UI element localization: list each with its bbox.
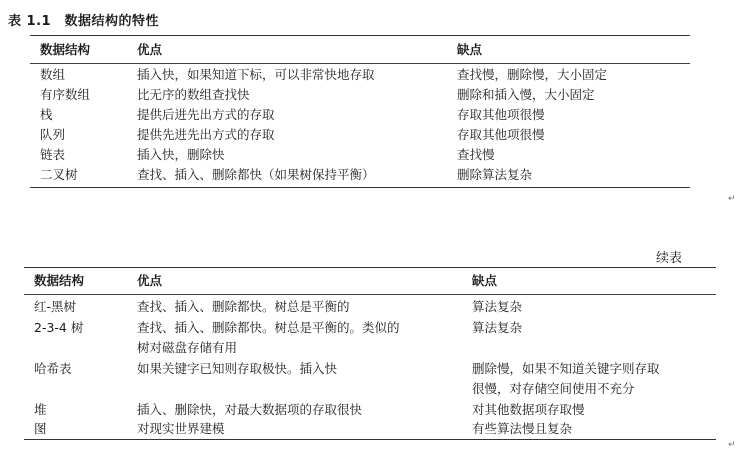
table1-cell-structure: 栈 — [40, 107, 53, 122]
table1-cell-cons: 查找慢 — [457, 147, 495, 162]
table1-top-rule — [30, 35, 690, 36]
table2-cell-structure: 堆 — [34, 402, 47, 417]
table2-cell-pros: 对现实世界建模 — [137, 421, 225, 436]
table1-cell-pros: 提供后进先出方式的存取 — [137, 107, 275, 122]
table1-cell-cons: 删除算法复杂 — [457, 167, 533, 182]
table1-header-pros: 优点 — [137, 42, 163, 57]
table1-cell-structure: 队列 — [40, 127, 66, 142]
paragraph-mark: ↵ — [728, 194, 736, 204]
table2-header-rule — [24, 294, 716, 295]
table1-cell-structure: 链表 — [40, 147, 66, 162]
table2-cell-cons-line: 删除慢，如果不知道关键字则存取 — [472, 361, 660, 376]
table2-cell-pros-line: 树对磁盘存储有用 — [137, 340, 238, 355]
table1-cell-cons: 存取其他项很慢 — [457, 107, 545, 122]
table1-bottom-rule — [30, 187, 690, 188]
table2-cell-pros: 如果关键字已知则存取极快。插入快 — [137, 361, 338, 376]
table2-cell-cons: 算法复杂 — [472, 320, 523, 335]
table2-cell-pros: 查找、插入、删除都快。树总是平衡的 — [137, 299, 350, 314]
paragraph-mark: ↵ — [728, 440, 736, 450]
table2-cell-structure: 图 — [34, 421, 47, 436]
table1-cell-structure: 数组 — [40, 67, 66, 82]
table1-cell-pros: 查找、插入、删除都快（如果树保持平衡） — [137, 167, 375, 182]
table2-cell-structure: 2-3-4 树 — [34, 320, 84, 335]
table1-cell-pros: 比无序的数组查找快 — [137, 87, 250, 102]
table-caption: 表 1.1 数据结构的特性 — [8, 14, 160, 29]
table1-header-rule — [30, 63, 690, 64]
table1-cell-pros: 插入快，删除快 — [137, 147, 225, 162]
continued-label: 续表 — [656, 251, 683, 266]
table1-header-structure: 数据结构 — [40, 42, 91, 57]
table2-header-structure: 数据结构 — [34, 273, 85, 288]
table1-cell-pros: 插入快，如果知道下标，可以非常快地存取 — [137, 67, 375, 82]
table2-header-cons: 缺点 — [472, 273, 498, 288]
table2-top-rule — [24, 267, 716, 268]
table2-bottom-rule — [24, 439, 716, 440]
table2-cell-pros — [137, 320, 400, 356]
table2-cell-cons: 算法复杂 — [472, 299, 523, 314]
table1-header-cons: 缺点 — [457, 42, 483, 57]
table2-cell-cons — [472, 361, 660, 397]
table2-cell-cons-line: 很慢，对存储空间使用不充分 — [472, 381, 635, 396]
table2-cell-cons: 对其他数据项存取慢 — [472, 402, 585, 417]
table2-cell-structure: 哈希表 — [34, 361, 72, 376]
table2-cell-pros-line: 查找、插入、删除都快。树总是平衡的。类似的 — [137, 320, 400, 335]
table1-cell-structure: 二叉树 — [40, 167, 78, 182]
table1-cell-cons: 删除和插入慢，大小固定 — [457, 87, 595, 102]
table1-cell-pros: 提供先进先出方式的存取 — [137, 127, 275, 142]
table2-header-pros: 优点 — [137, 273, 163, 288]
table1-cell-cons: 查找慢，删除慢，大小固定 — [457, 67, 608, 82]
table2-cell-cons: 有些算法慢且复杂 — [472, 421, 573, 436]
table1-cell-structure: 有序数组 — [40, 87, 91, 102]
table2-cell-structure: 红-黑树 — [34, 299, 77, 314]
table1-cell-cons: 存取其他项很慢 — [457, 127, 545, 142]
table2-cell-pros: 插入、删除快，对最大数据项的存取很快 — [137, 402, 363, 417]
